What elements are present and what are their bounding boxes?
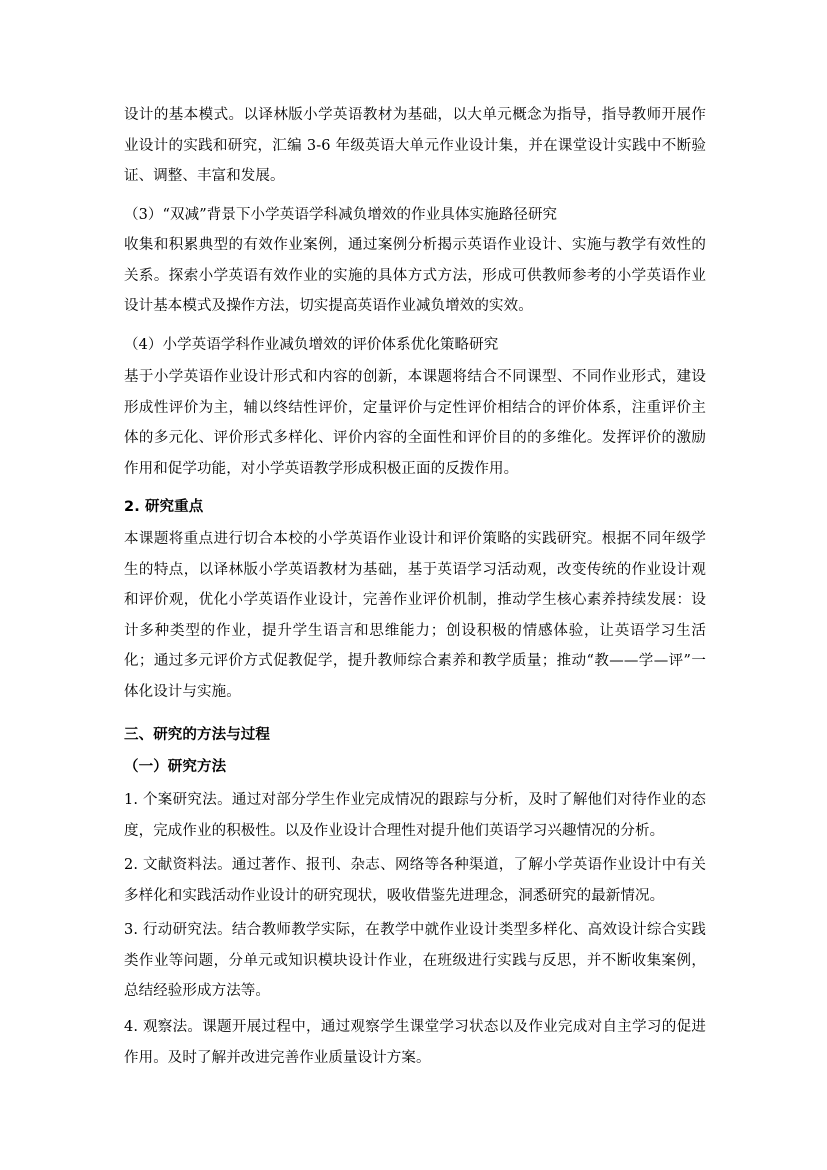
paragraph-evaluation: 基于小学英语作业设计形式和内容的创新，本课题将结合不同课型、不同作业形式，建设形成性评价为主，辅以终结性评价，定量评价与定性评价相结合的评价体系，注重评价主体的多元化、评价形式多样化、评价内容的全面性和评价目的的多维化。发挥评价的激励作用和促学功能，对小学英语教学形成积极正面的反拨作用。 — [124, 369, 706, 477]
subheading-evaluation-system: （4）小学英语学科作业减负增效的评价体系优化策略研究 — [124, 337, 499, 353]
paragraph-literature-method: 2. 文献资料法。通过著作、报刊、杂志、网络等各种渠道，了解小学英语作业设计中有关多样化和实践活动作业设计的研究现状，吸收借鉴先进理念，洞悉研究的最新情况。 — [124, 857, 706, 904]
paragraph-case-study-method: 1. 个案研究法。通过对部分学生作业完成情况的跟踪与分析，及时了解他们对待作业的态度，完成作业的积极性。以及作业设计合理性对提升他们英语学习兴趣情况的分析。 — [124, 792, 706, 839]
heading-research-methods: （一）研究方法 — [124, 759, 227, 775]
paragraph-observation-method: 4. 观察法。课题开展过程中，通过观察学生课堂学习状态以及作业完成对自主学习的促进作用。及时了解并改进完善作业质量设计方案。 — [124, 1019, 706, 1066]
paragraph-design-model: 设计的基本模式。以译林版小学英语教材为基础，以大单元概念为指导，指导教师开展作业设计的实践和研究，汇编 3-6 年级英语大单元作业设计集，并在课堂设计实践中不断验证、调整、丰富和发展。 — [124, 107, 706, 184]
heading-methods-process: 三、研究的方法与过程 — [124, 727, 270, 743]
paragraph-research-focus: 本课题将重点进行切合本校的小学英语作业设计和评价策略的实践研究。根据不同年级学生的特点，以译林版小学英语教材为基础，基于英语学习活动观，改变传统的作业设计观和评价观，优化小学英语作业设计，完善作业评价机制，推动学生核心素养持续发展：设计多种类型的作业，提升学生语言和思维能力；创设积极的情感体验，让英语学习生活化；通过多元评价方式促教促学，提升教师综合素养和教学质量；推动“教——学—评”一体化设计与实施。 — [124, 531, 706, 700]
heading-research-focus: 2. 研究重点 — [124, 499, 204, 515]
subheading-implementation-path: （3）“双减”背景下小学英语学科减负增效的作业具体实施路径研究 — [124, 207, 558, 223]
paragraph-action-research-method: 3. 行动研究法。结合教师教学实际，在教学中就作业设计类型多样化、高效设计综合实践类作业等问题，分单元或知识模块设计作业，在班级进行实践与反思，并不断收集案例，总结经验形成方法等。 — [124, 922, 706, 999]
paragraph-case-collection: 收集和积累典型的有效作业案例，通过案例分析揭示英语作业设计、实施与教学有效性的关系。探索小学英语有效作业的实施的具体方式方法，形成可供教师参考的小学英语作业设计基本模式及操作方法，切实提高英语作业减负增效的实效。 — [124, 237, 706, 314]
